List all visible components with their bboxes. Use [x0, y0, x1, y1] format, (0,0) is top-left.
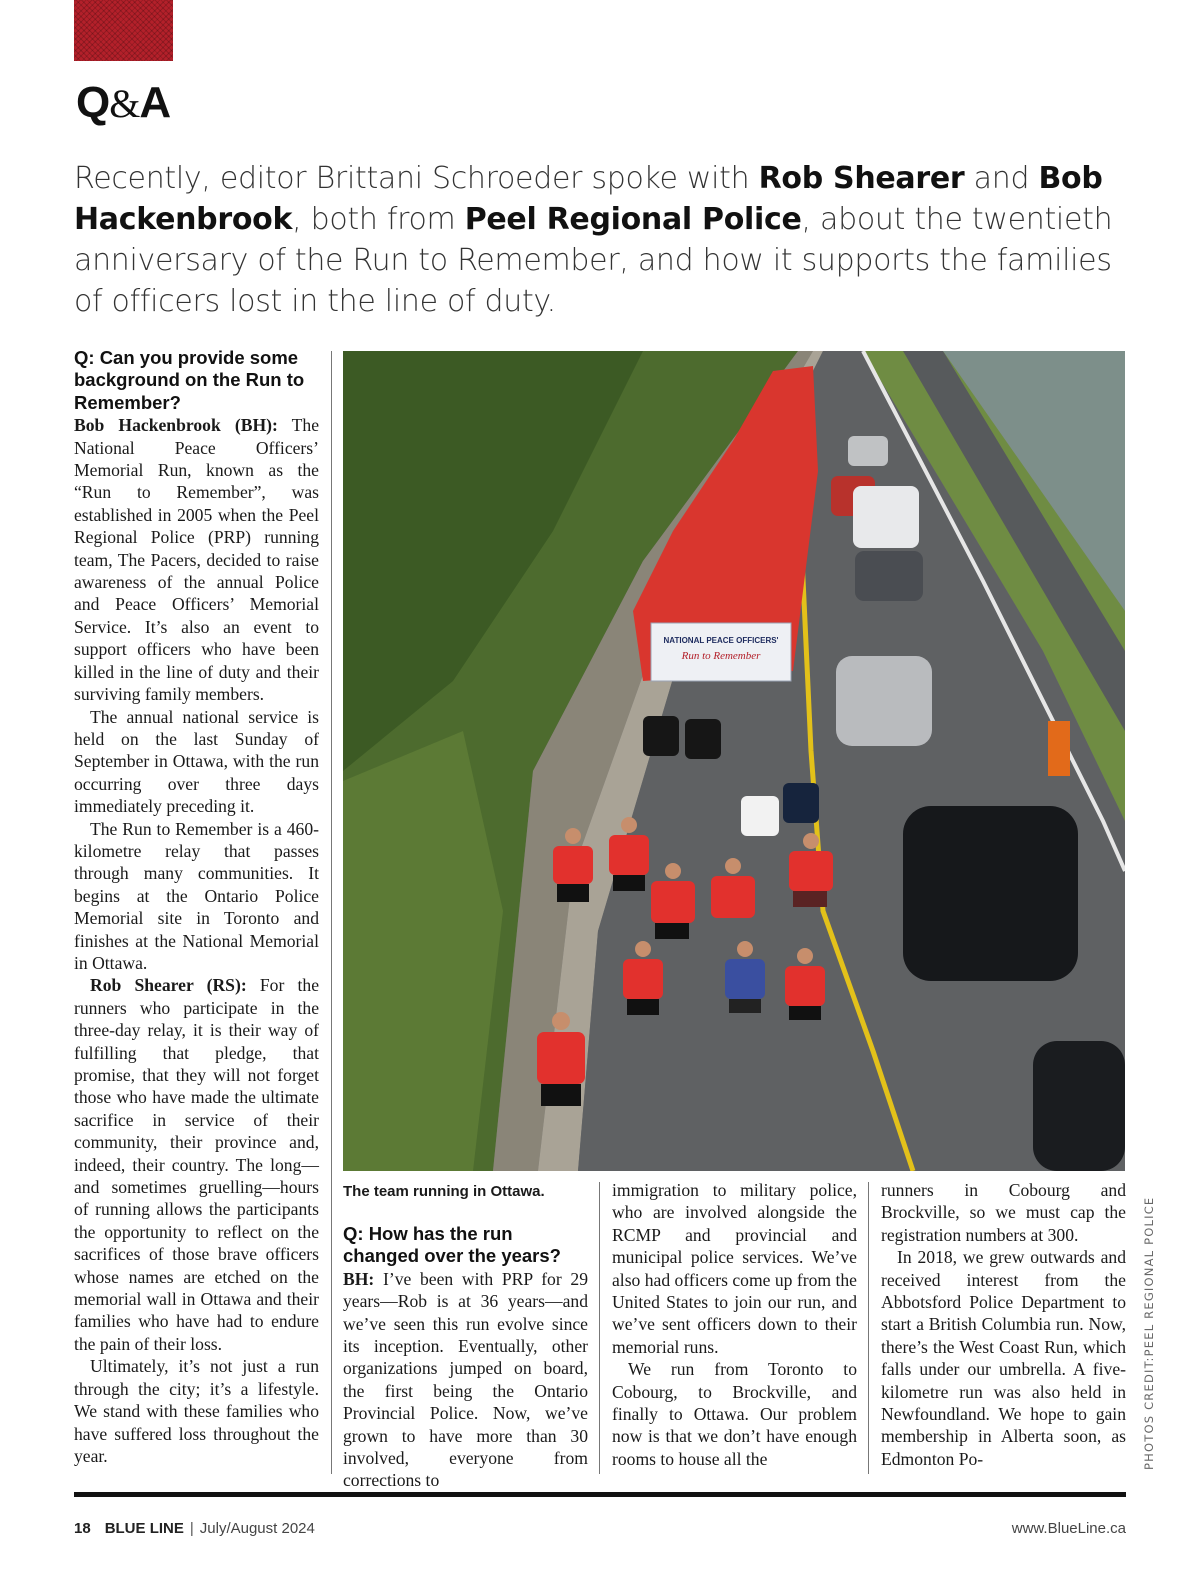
issue-date: July/August 2024	[199, 1520, 315, 1537]
answer-paragraph: The annual national service is held on the last Sunday of September in Ottawa, with the run occurring over three days immediately preceding it.	[74, 706, 319, 817]
intro-org: Peel Regional Police	[464, 202, 802, 237]
speaker-label-rs: Rob Shearer (RS):	[90, 975, 247, 996]
question-1: Q: Can you provide some background on the Run to Remember?	[74, 347, 305, 413]
speaker-label-bh: Bob Hackenbrook (BH):	[74, 415, 278, 436]
runners-illustration	[343, 351, 1125, 1171]
photo-caption: The team running in Ottawa.	[343, 1183, 545, 1200]
answer-paragraph: runners in Cobourg and Brockville, so we must cap the registration numbers at 300.	[881, 1180, 1126, 1245]
question-2: Q: How has the run changed over the years?	[343, 1223, 561, 1267]
answer-text: I’ve been with PRP for 29 years—Rob is at 36 years—and we’ve seen this run evolve since its inception. Eventually, other organizations jumped on board, the first being the Ontario Provincial Police. Now, we’ve grown to have more than 30 involved, everyone from corrections to	[343, 1268, 588, 1491]
car	[903, 806, 1078, 981]
footer-separator: |	[189, 1520, 194, 1537]
article-column-1	[74, 347, 319, 1467]
answer-paragraph: We run from Toronto to Cobourg, to Brockville, and finally to Ottawa. Our problem now is that we don’t have enough rooms to house all the	[612, 1359, 857, 1469]
section-title-a: A	[139, 78, 171, 127]
banner-text-line-1: NATIONAL PEACE OFFICERS'	[663, 636, 779, 645]
page-footer	[74, 1520, 1126, 1542]
footer-rule	[74, 1492, 1126, 1497]
intro-text: , both from	[292, 202, 465, 237]
car	[848, 436, 888, 466]
photo-credit: PHOTOS CREDIT:PEEL REGIONAL POLICE	[1142, 1196, 1156, 1470]
answer-paragraph	[74, 974, 319, 1355]
traffic-cone	[1048, 721, 1070, 776]
intro-text: , about the twentieth anniversary of the Run to Remember, and how it supports the families of officers lost in the line of duty.	[74, 202, 1113, 319]
magazine-name: BLUE LINE	[104, 1520, 184, 1537]
answer-paragraph: The Run to Remember is a 460-kilometre relay that passes through many communities. It begins at the Ontario Police Memorial site in Toronto and finishes at the National Memorial in Ottawa.	[74, 818, 319, 973]
article-photo	[343, 351, 1125, 1171]
intro-deck	[74, 158, 1126, 322]
banner-text-line-2: Run to Remember	[681, 650, 761, 662]
answer-paragraph	[74, 414, 319, 705]
website-link[interactable]: www.BlueLine.ca	[1011, 1520, 1126, 1537]
intro-name-rob: Rob Shearer	[758, 161, 965, 196]
car	[1033, 1041, 1125, 1171]
article-column-2	[343, 1223, 588, 1492]
intro-text: Recently, editor Brittani Schroeder spoke with	[74, 161, 759, 196]
article-column-3	[612, 1179, 857, 1470]
answer-paragraph: immigration to military police, who are involved alongside the RCMP and provincial and municipal police services. We’ve also had officers come up from the United States to join our run, and we’ve sent officers down to their memorial runs.	[612, 1180, 857, 1357]
column-rule	[331, 351, 332, 1474]
section-color-block	[74, 0, 173, 61]
intro-text: and	[964, 161, 1039, 196]
section-title-q: Q	[76, 78, 110, 127]
pickup-truck	[853, 486, 919, 548]
answer-paragraph	[343, 1268, 588, 1492]
intro-name-bob: Bob Hackenbrook	[74, 161, 1103, 237]
speaker-label-bh: BH:	[343, 1268, 375, 1289]
section-title	[76, 78, 170, 128]
article-column-4	[881, 1179, 1126, 1470]
answer-paragraph: Ultimately, it’s not just a run through the city; it’s a lifestyle. We stand with these families who have suffered loss throughout the year.	[74, 1356, 319, 1466]
answer-paragraph: In 2018, we grew outwards and received interest from the Abbotsford Police Department to start a British Columbia run. Now, there’s the West Coast Run, which falls under our umbrella. A five-kilometre run was also held in Newfoundland. We hope to gain membership in Alberta soon, as Edmonton Po-	[881, 1247, 1126, 1469]
answer-text: The National Peace Officers’ Memorial Run, known as the “Run to Remember”, was established in 2005 when the Peel Regional Police (PRP) running team, The Pacers, decided to raise awareness of the annual Police and Peace Officers’ Memorial Service. It’s also an event to support officers who have been killed in the line of duty and their surviving family members.	[74, 415, 320, 705]
page-number: 18	[74, 1520, 91, 1537]
section-title-amp: &	[109, 81, 140, 126]
car	[855, 551, 923, 601]
column-rule	[868, 1182, 869, 1474]
column-rule	[599, 1182, 600, 1474]
answer-text: For the runners who participate in the three-day relay, it is their way of fulfilling that pledge, that promise, that they will not forget those who have made the ultimate sacrifice in service of their community, their province and, indeed, their country. The long—and sometimes gruelling—hours of running allows the participants the opportunity to reflect on the sacrifices of those brave officers whose names are etched on the memorial wall in Ottawa and their families who have had to endure the pain of their loss.	[74, 975, 320, 1354]
car	[836, 656, 932, 746]
